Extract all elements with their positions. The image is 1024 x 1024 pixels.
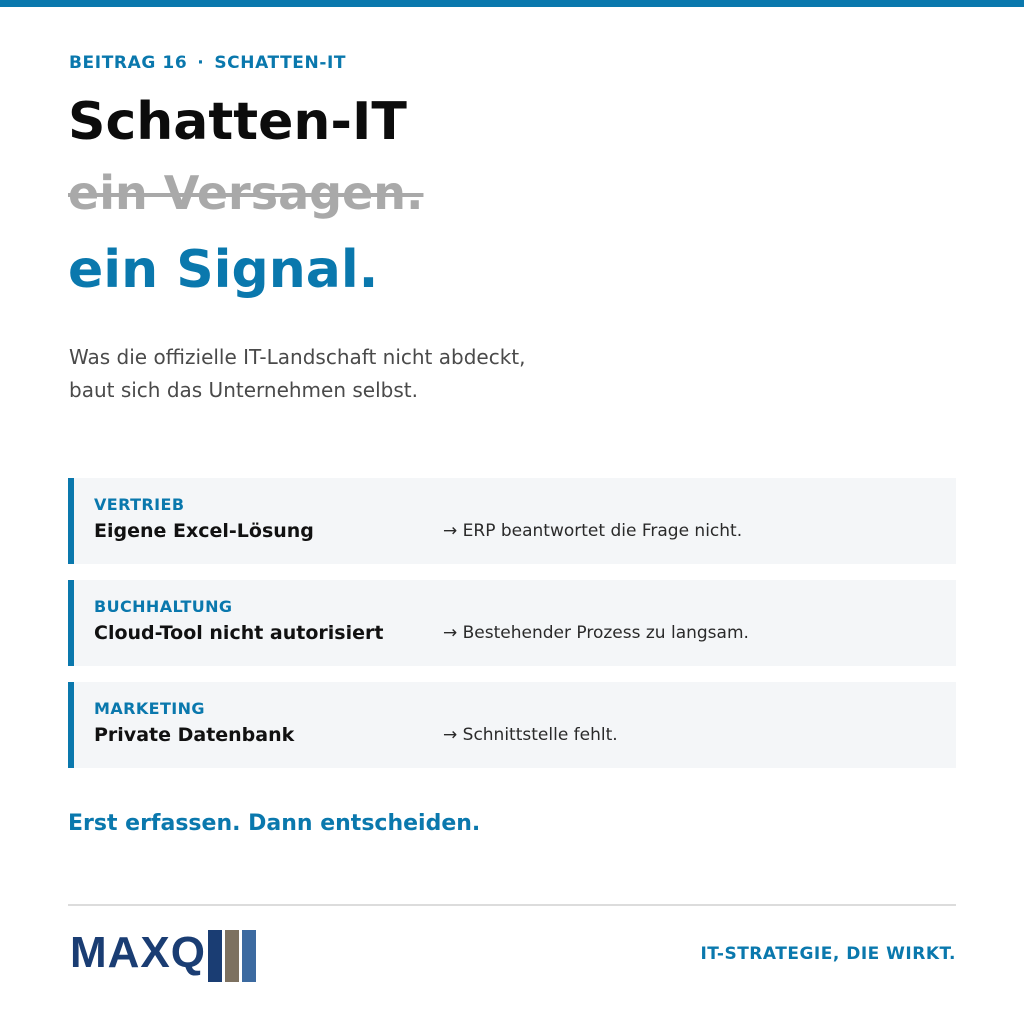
card-department: VERTRIEB bbox=[94, 495, 185, 514]
card-reason: → Bestehender Prozess zu langsam. bbox=[443, 623, 749, 643]
struck-phrase: ein Versagen. bbox=[68, 166, 424, 220]
footer-tagline: IT-STRATEGIE, DIE WIRKT. bbox=[700, 944, 956, 964]
kicker-separator: · bbox=[197, 53, 205, 73]
department-card-buchhaltung bbox=[68, 580, 956, 666]
lead-line-1: Was die offizielle IT-Landschaft nicht abdeckt, bbox=[69, 345, 526, 369]
logo-bar-icon bbox=[225, 930, 239, 982]
footer-divider bbox=[68, 904, 956, 906]
logo-bar-icon bbox=[242, 930, 256, 982]
signal-phrase: ein Signal. bbox=[68, 240, 379, 300]
card-tool: Cloud-Tool nicht autorisiert bbox=[94, 622, 384, 644]
logo-bar-icon bbox=[208, 930, 222, 982]
lead-line-2: baut sich das Unternehmen selbst. bbox=[69, 378, 418, 402]
top-accent-bar bbox=[0, 0, 1024, 7]
card-department: BUCHHALTUNG bbox=[94, 597, 233, 616]
post-kicker bbox=[69, 53, 346, 73]
card-tool: Eigene Excel-Lösung bbox=[94, 520, 314, 542]
card-department: MARKETING bbox=[94, 699, 205, 718]
card-reason: → Schnittstelle fehlt. bbox=[443, 725, 618, 745]
lead-paragraph bbox=[69, 341, 525, 407]
call-to-action-text: Erst erfassen. Dann entscheiden. bbox=[68, 811, 481, 836]
logo-wordmark: MAXQ bbox=[70, 928, 206, 977]
post-number: BEITRAG 16 bbox=[69, 53, 188, 73]
post-topic: SCHATTEN-IT bbox=[214, 53, 347, 73]
department-card-marketing bbox=[68, 682, 956, 768]
card-reason: → ERP beantwortet die Frage nicht. bbox=[443, 521, 743, 541]
page-title: Schatten-IT bbox=[68, 92, 407, 152]
department-card-vertrieb bbox=[68, 478, 956, 564]
card-tool: Private Datenbank bbox=[94, 724, 295, 746]
